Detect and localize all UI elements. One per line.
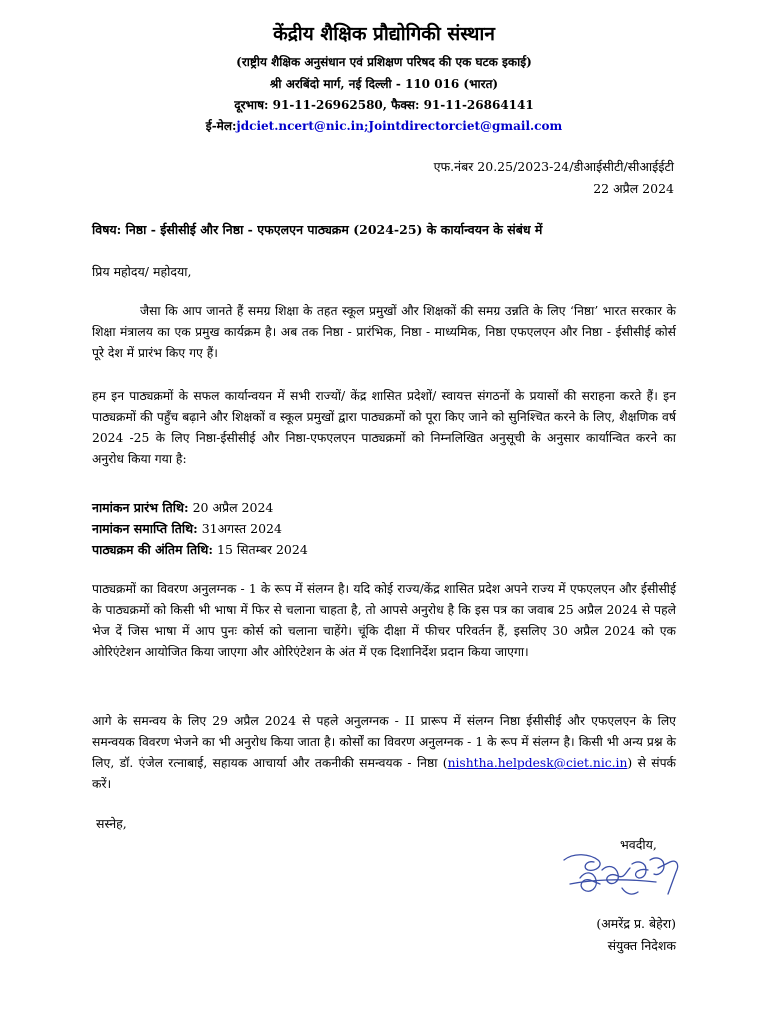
- schedule-start: [92, 497, 308, 518]
- email-link[interactable]: jdciet.ncert@nic.in;Jointdirectorciet@gmail.com: [236, 119, 563, 133]
- coordination-text-end: ) से संपर्क करें।: [92, 756, 677, 791]
- signature-image: [560, 850, 686, 906]
- signatory-designation: संयुक्त निदेशक: [607, 938, 676, 953]
- paragraph-coordination: [92, 711, 676, 795]
- org-email-line: [0, 117, 768, 134]
- salutation: प्रिय महोदय/ महोदया,: [92, 264, 192, 279]
- email-label: ई-मेल:: [205, 119, 237, 133]
- closing-yours: भवदीय,: [620, 837, 657, 852]
- org-address: श्री अरबिंदो मार्ग, नई दिल्ली - 110 016 (भारत): [269, 77, 499, 91]
- schedule-end-label: नामांकन समाप्ति तिथि:: [92, 521, 198, 536]
- schedule-start-value: 20 अप्रैल 2024: [188, 500, 274, 515]
- paragraph-intro: जैसा कि आप जानते हैं समग्र शिक्षा के तहत स्कूल प्रमुखों और शिक्षकों की समग्र उन्नति के लिए ‘निष्ठा’ भारत सरकार के शिक्षा मंत्रालय का एक प्रमुख कार्यक्रम है। अब तक निष्ठा - प्रारंभिक, निष्ठा - माध्यमिक, निष्ठा एफएलएन और निष्ठा - ईसीसीई कोर्स पूरे देश में प्रारंभ किए गए हैं।: [92, 304, 676, 360]
- subject-line: विषय: निष्ठा - ईसीसीई और निष्ठा - एफएलएन पाठ्यक्रम (2024-25) के कार्यान्वयन के संबंध में: [92, 222, 543, 237]
- schedule-final-value: 15 सितम्बर 2024: [213, 542, 308, 557]
- org-phone: दूरभाष: 91-11-26962580, फैक्स: 91-11-26864141: [234, 98, 534, 112]
- schedule-final: [92, 539, 308, 560]
- closing-regards: सस्नेह,: [96, 816, 127, 831]
- schedule-final-label: पाठ्यक्रम की अंतिम तिथि:: [92, 542, 214, 557]
- helpdesk-email-link[interactable]: nishtha.helpdesk@ciet.nic.in: [447, 756, 628, 770]
- schedule-end-value: 31अगस्त 2024: [197, 521, 282, 536]
- schedule-start-label: नामांकन प्रारंभ तिथि:: [92, 500, 189, 515]
- coordination-text-start: आगे के समन्वय के लिए 29 अप्रैल 2024 से पहले अनुलग्नक - II प्रारूप में संलग्न निष्ठा ईसीसीई और एफएलएन के लिए समन्वयक विवरण भेजने का भी अनुरोध किया जाता है। कोर्सों का विवरण अनुलग्नक - 1 के रूप में संलग्न है। किसी भी अन्य प्रश्न के लिए, डॉ. एंजेल रत्नाबाई, सहायक आचार्या और तकनीकी समन्वयक - निष्ठा (: [92, 714, 676, 770]
- org-subtitle: (राष्ट्रीय शैक्षिक अनुसंधान एवं प्रशिक्षण परिषद की एक घटक इकाई): [236, 55, 532, 69]
- paragraph-appreciation: हम इन पाठ्यक्रमों के सफल कार्यान्वयन में सभी राज्यों/ केंद्र शासित प्रदेशों/ स्वायत्त संगठनों के प्रयासों की सराहना करते हैं। इन पाठ्यक्रमों की पहुँच बढ़ाने और शिक्षकों व स्कूल प्रमुखों द्वारा पाठ्यक्रमों को पूरा किए जाने को सुनिश्चित करने के लिए, शैक्षणिक वर्ष 2024 -25 के लिए निष्ठा-ईसीसीई और निष्ठा-एफएलएन पाठ्यक्रमों को निम्नलिखित अनुसूची के अनुसार कार्यान्वित करने का अनुरोध किया गया है:: [92, 389, 676, 466]
- schedule-end: [92, 518, 308, 539]
- letter-date: 22 अप्रैल 2024: [593, 181, 674, 196]
- org-name: केंद्रीय शैक्षिक प्रौद्योगिकी संस्थान: [273, 23, 495, 45]
- file-number: एफ.नंबर 20.25/2023-24/डीआईसीटी/सीआईईटी: [433, 159, 674, 174]
- schedule-block: [92, 497, 308, 560]
- signatory-name: (अमरेंद्र प्र. बेहेरा): [596, 916, 676, 931]
- paragraph-details: पाठ्यक्रमों का विवरण अनुलग्नक - 1 के रूप में संलग्न है। यदि कोई राज्य/केंद्र शासित प्रदेश अपने राज्य में एफएलएन और ईसीसीई के पाठ्यक्रमों को किसी भी भाषा में फिर से चलाना चाहता है, तो आपसे अनुरोध है कि इस पत्र का जवाब 25 अप्रैल 2024 से पहले भेज दें जिस भाषा में आप पुनः कोर्स को चलाना चाहेंगे। चूंकि दीक्षा में फीचर परिवर्तन हैं, इसलिए 30 अप्रैल 2024 को एक ओरिएंटेशन आयोजित किया जाएगा और ओरिएंटेशन के अंत में एक दिशानिर्देश प्रदान किया जाएगा।: [92, 582, 676, 659]
